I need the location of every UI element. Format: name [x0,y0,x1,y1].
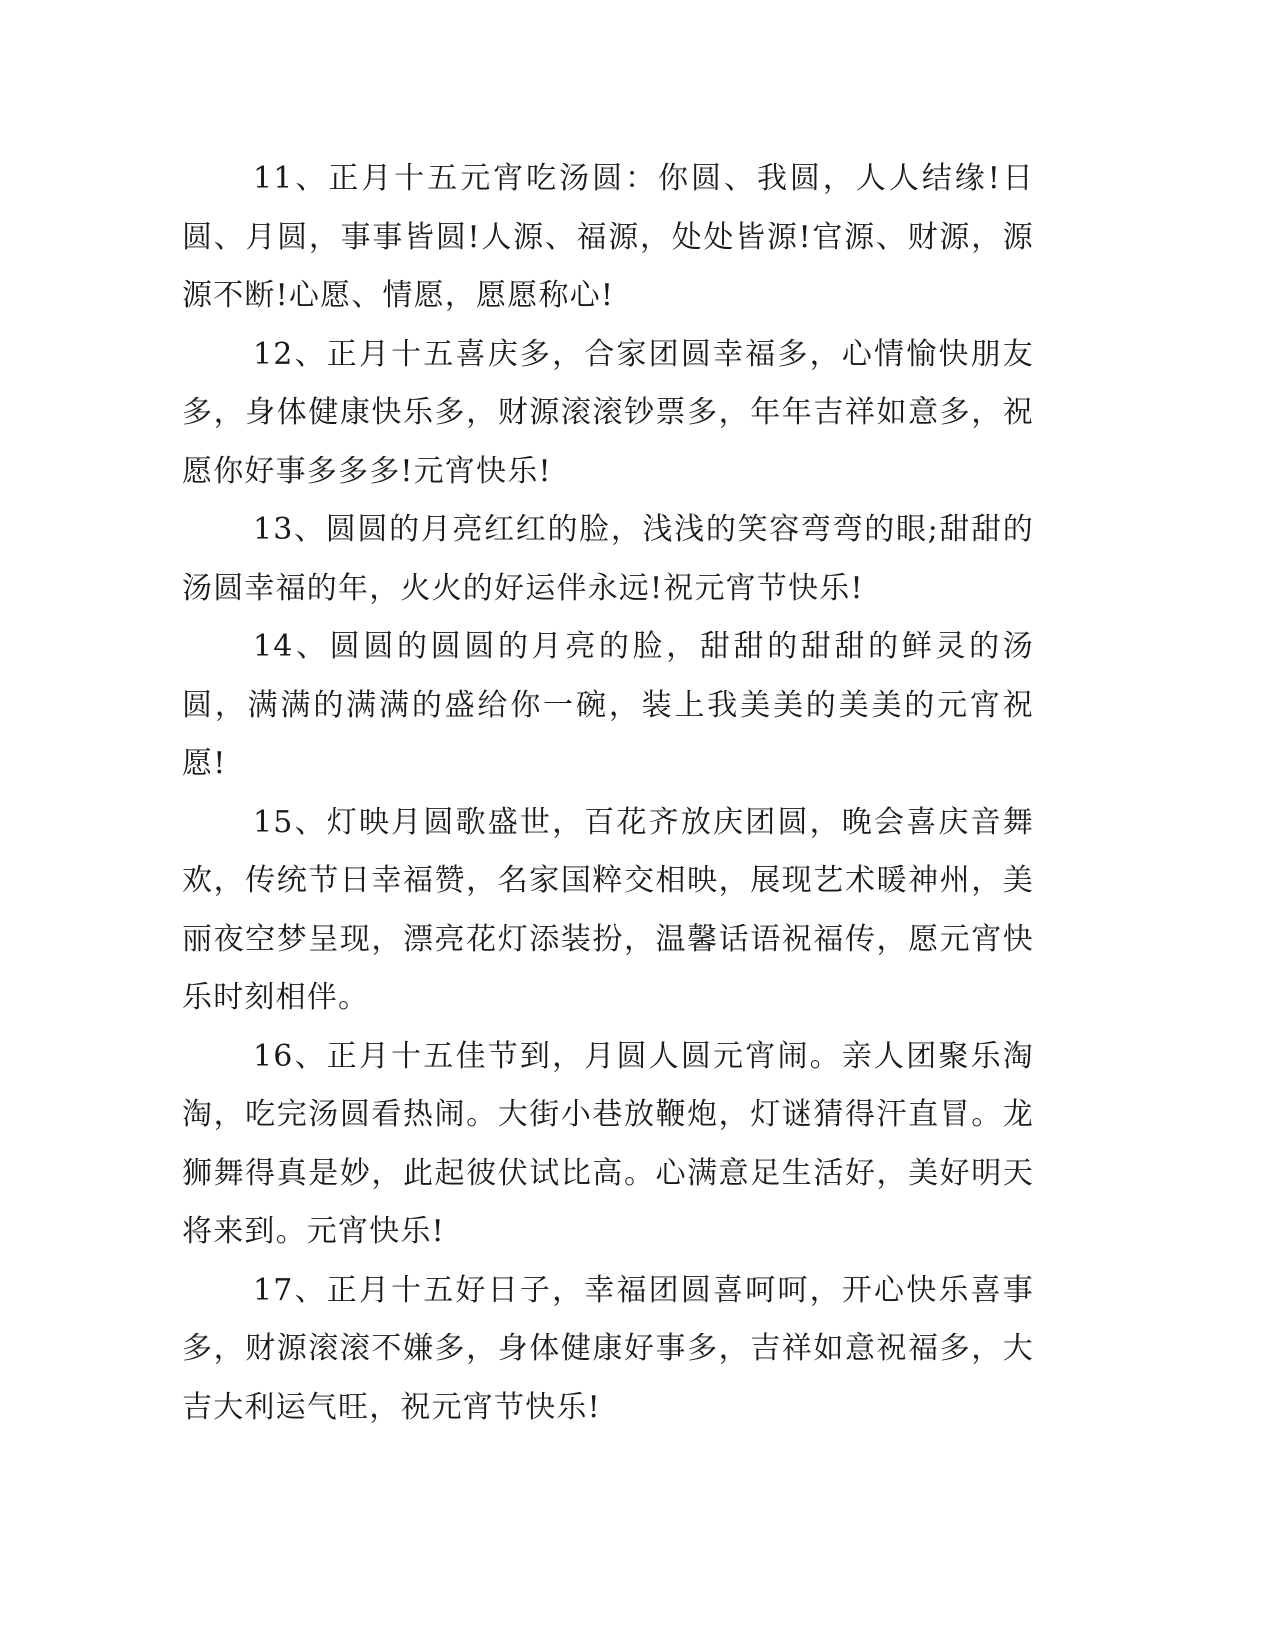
paragraph-12: 12、正月十五喜庆多，合家团圆幸福多，心情愉快朋友多，身体健康快乐多，财源滚滚钞票多，年年吉祥如意多，祝愿你好事多多多!元宵快乐! [182,336,1034,489]
paragraph-15: 15、灯映月圆歌盛世，百花齐放庆团圆，晚会喜庆音舞欢，传统节日幸福赞，名家国粹交相映，展现艺术暖神州，美丽夜空梦呈现，漂亮花灯添装扮，温馨话语祝福传，愿元宵快乐时刻相伴。 [182,804,1034,1015]
paragraph-14: 14、圆圆的圆圆的月亮的脸，甜甜的甜甜的鲜灵的汤圆，满满的满满的盛给你一碗，装上我美美的美美的元宵祝愿! [182,629,1034,781]
paragraph-17: 17、正月十五好日子，幸福团圆喜呵呵，开心快乐喜事多，财源滚滚不嫌多，身体健康好事多，吉祥如意祝福多，大吉大利运气旺，祝元宵节快乐! [182,1272,1034,1425]
paragraph-13: 13、圆圆的月亮红红的脸，浅浅的笑容弯弯的眼;甜甜的汤圆幸福的年，火火的好运伴永远!祝元宵节快乐! [182,512,1034,606]
paragraph-11: 11、正月十五元宵吃汤圆：你圆、我圆，人人结缘!日圆、月圆，事事皆圆!人源、福源，处处皆源!官源、财源，源源不断!心愿、情愿，愿愿称心! [182,161,1034,313]
document-body [182,150,1034,1437]
paragraph-16: 16、正月十五佳节到，月圆人圆元宵闹。亲人团聚乐淘淘，吃完汤圆看热闹。大街小巷放鞭炮，灯谜猜得汗直冒。龙狮舞得真是妙，此起彼伏试比高。心满意足生活好，美好明天将来到。元宵快乐! [182,1038,1034,1249]
